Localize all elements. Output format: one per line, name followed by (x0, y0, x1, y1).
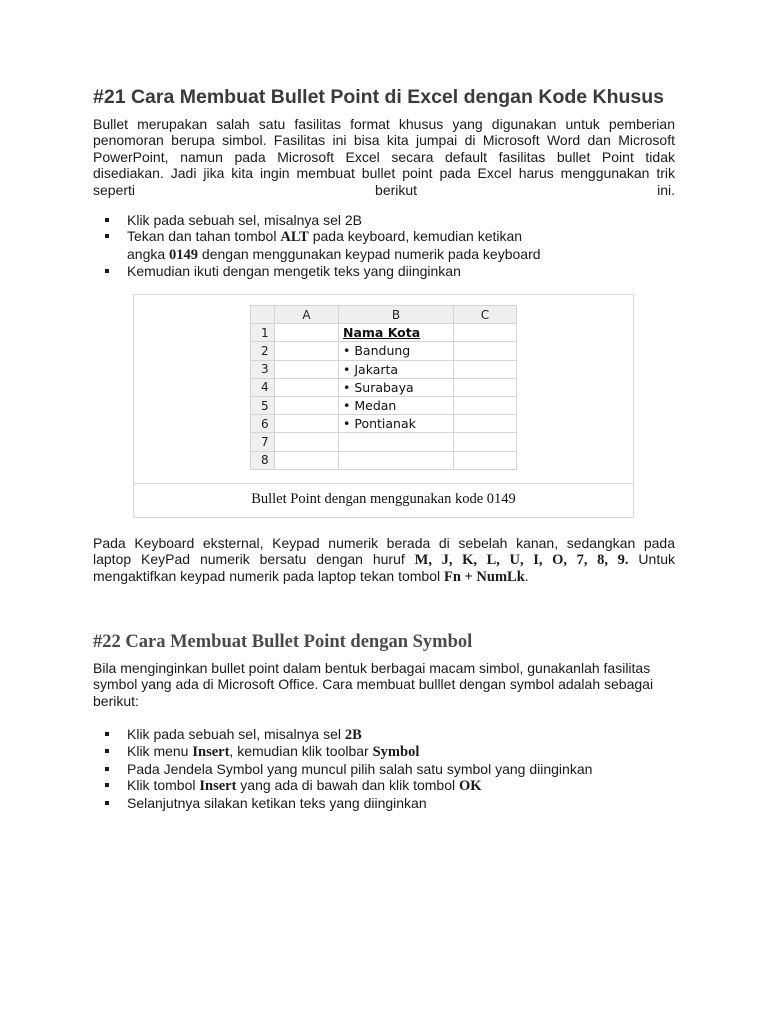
cell (275, 360, 339, 378)
column-header: A (275, 306, 339, 324)
list-item: Pada Jendela Symbol yang muncul pilih salah satu symbol yang diinginkan (93, 761, 675, 777)
row-number: 3 (251, 360, 275, 378)
corner-cell (251, 306, 275, 324)
cell-header-nama-kota: Nama Kota (339, 324, 454, 342)
section-21-title: #21 Cara Membuat Bullet Point di Excel dengan Kode Khusus (93, 86, 665, 108)
row-number: 4 (251, 378, 275, 396)
list-item: Klik menu Insert, kemudian klik toolbar Symbol (93, 743, 675, 760)
section-22-steps (93, 726, 675, 811)
column-header: C (454, 306, 517, 324)
cell: • Surabaya (339, 378, 454, 396)
cell: • Bandung (339, 342, 454, 360)
table-row (251, 378, 517, 396)
cell (454, 378, 517, 396)
note-line: Pada Keyboard eksternal, Keypad numerik berada di sebelah kanan, sedangkan pada (93, 535, 675, 551)
square-bullet-icon (105, 749, 109, 753)
cell (454, 451, 517, 469)
list-item (93, 228, 675, 263)
list-item: Klik pada sebuah sel, misalnya sel 2B (93, 726, 675, 743)
table-row (251, 451, 517, 469)
step-text: Klik pada sebuah sel, misalnya sel 2B (127, 212, 363, 228)
section-22-intro (93, 660, 675, 709)
key-letters: M, J, K, L, U, I, O, 7, 8, 9. (414, 552, 629, 569)
table-row (251, 324, 517, 342)
cell: • Medan (339, 396, 454, 414)
square-bullet-icon (105, 234, 109, 238)
button-ok: OK (459, 778, 482, 795)
cell: • Pontianak (339, 415, 454, 433)
menu-insert: Insert (192, 744, 230, 761)
section-21-intro (93, 116, 675, 198)
key-fn-numlk: Fn + NumLk (444, 568, 525, 585)
cell (454, 324, 517, 342)
cell (454, 342, 517, 360)
intro-line: Bullet merupakan salah satu fasilitas format khusus yang digunakan untuk pemberian (93, 116, 675, 132)
step-text: Tekan dan tahan tombol (127, 228, 281, 245)
cell (275, 415, 339, 433)
toolbar-symbol: Symbol (372, 744, 420, 761)
intro-line: disediakan. Jadi jika kita ingin membuat bullet point pada Excel harus menggunakan trik (93, 165, 675, 182)
column-header-row (251, 306, 517, 324)
keypad-note (93, 535, 675, 584)
column-header: B (339, 306, 454, 324)
cell (454, 415, 517, 433)
key-alt: ALT (280, 229, 309, 246)
square-bullet-icon (105, 767, 109, 771)
table-row (251, 415, 517, 433)
cell (275, 433, 339, 451)
cell (454, 433, 517, 451)
code-0149: 0149 (169, 246, 199, 263)
intro-line: symbol yang ada di Microsoft Office. Cara membuat bulllet dengan symbol adalah sebagai (93, 676, 654, 693)
row-number: 1 (251, 324, 275, 342)
row-number: 6 (251, 415, 275, 433)
cell (275, 378, 339, 396)
row-number: 8 (251, 451, 275, 469)
square-bullet-icon (105, 801, 109, 805)
cell (275, 396, 339, 414)
intro-line: Bila menginginkan bullet point dalam bentuk berbagai macam simbol, gunakanlah fasilitas (93, 660, 651, 676)
step-text: pada keyboard, kemudian ketikan (308, 228, 523, 245)
row-number: 2 (251, 342, 275, 360)
list-item (93, 263, 675, 279)
caption-divider (134, 483, 633, 484)
table-row (251, 342, 517, 360)
step-text: Kemudian ikuti dengan mengetik teks yang diinginkan (127, 263, 461, 280)
intro-line: berikut: (93, 692, 139, 709)
note-line: laptop KeyPad numerik bersatu dengan huruf M, J, K, L, U, I, O, 7, 8, 9. Untuk (93, 551, 676, 569)
intro-line: seperti berikut ini. (93, 181, 675, 198)
cell (275, 324, 339, 342)
cell-ref: 2B (344, 727, 362, 743)
cell (339, 433, 454, 451)
cell: • Jakarta (339, 360, 454, 378)
button-insert: Insert (199, 778, 237, 795)
table-row (251, 433, 517, 451)
cell (454, 396, 517, 414)
section-22-title: #22 Cara Membuat Bullet Point dengan Symbol (93, 632, 473, 652)
row-number: 7 (251, 433, 275, 451)
step-text: dengan menggunakan keypad numerik pada keyboard (198, 245, 541, 262)
list-item: Selanjutnya silakan ketikan teks yang diinginkan (93, 795, 675, 811)
list-item: Klik tombol Insert yang ada di bawah dan klik tombol OK (93, 777, 675, 794)
intro-line: penomoran berupa simbol. Fasilitas ini bisa kita jumpai di Microsoft Word dan Microsoft (93, 132, 675, 149)
square-bullet-icon (105, 732, 109, 736)
section-21-steps (93, 212, 675, 280)
list-item (93, 212, 675, 228)
cell (454, 360, 517, 378)
cell (275, 451, 339, 469)
step-text: angka (127, 245, 170, 262)
cell (339, 451, 454, 469)
spreadsheet (250, 305, 517, 470)
table-row (251, 396, 517, 414)
square-bullet-icon (105, 218, 109, 222)
figure-caption: Bullet Point dengan menggunakan kode 0149 (251, 491, 516, 507)
square-bullet-icon (105, 783, 109, 787)
figure-excel-bullets (133, 294, 634, 518)
row-number: 5 (251, 396, 275, 414)
intro-line: PowerPoint, namun pada Microsoft Excel secara default fasilitas bullet Point tidak (93, 148, 675, 165)
note-line: mengaktifkan keypad numerik pada laptop tekan tombol Fn + NumLk. (93, 567, 529, 585)
square-bullet-icon (105, 269, 109, 273)
table-row (251, 360, 517, 378)
cell (275, 342, 339, 360)
